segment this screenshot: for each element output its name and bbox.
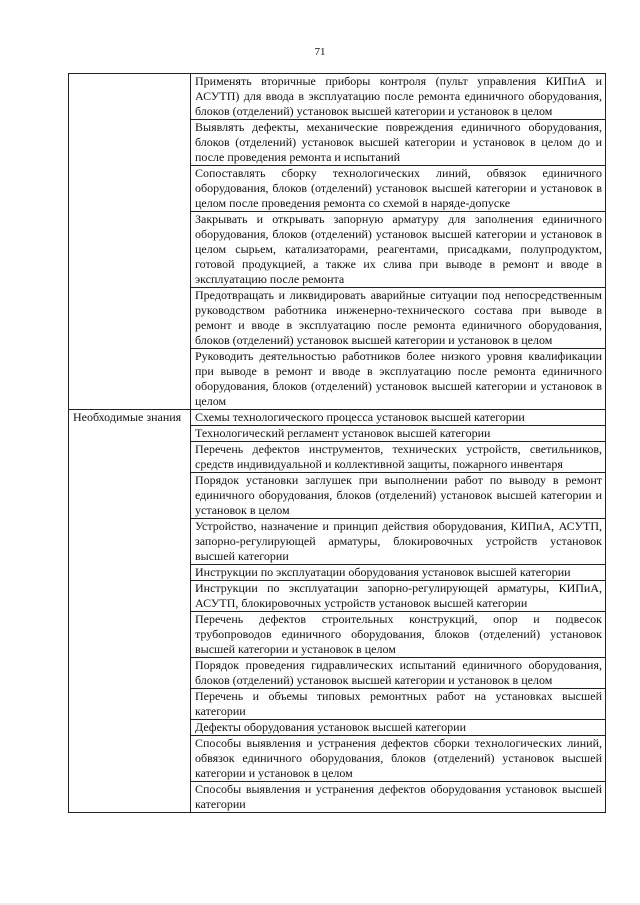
- section-label-required-knowledge: Необходимые знания: [69, 410, 191, 813]
- table-row: [69, 410, 606, 426]
- knowledge-item: Порядок установки заглушек при выполнении работ по выводу в ремонт единичного оборудования, блоков (отделений) установок высшей категории и установок в целом: [191, 473, 606, 519]
- requirement-item: Закрывать и открывать запорную арматуру для заполнения единичного оборудования, блоков (отделений) установок высшей категории и установок в целом сырьем, катализаторами, реагентами, присадками, полупродуктом, готовой продукцией, а также их слива при выводе в ремонт и вводе в эксплуатацию после ремонта: [191, 212, 606, 288]
- knowledge-item: Инструкции по эксплуатации запорно-регулирующей арматуры, КИПиА, АСУТП, блокировочных устройств установок высшей категории: [191, 581, 606, 612]
- job-requirements-table: [68, 73, 606, 813]
- requirement-item: Сопоставлять сборку технологических линий, обвязок единичного оборудования, блоков (отделений) установок высшей категории и установок в целом после проведения ремонта со схемой в наряде-допуске: [191, 166, 606, 212]
- knowledge-item: Порядок проведения гидравлических испытаний единичного оборудования, блоков (отделений) установок высшей категории и установок в целом: [191, 658, 606, 689]
- knowledge-item: Перечень и объемы типовых ремонтных работ на установках высшей категории: [191, 689, 606, 720]
- requirement-item: Применять вторичные приборы контроля (пульт управления КИПиА и АСУТП) для ввода в эксплуатацию после ремонта единичного оборудования, блоков (отделений) установок высшей категории и установок в целом: [191, 74, 606, 120]
- knowledge-item: Перечень дефектов инструментов, технических устройств, светильников, средств индивидуальной и коллективной защиты, пожарного инвентаря: [191, 442, 606, 473]
- knowledge-item: Устройство, назначение и принцип действия оборудования, КИПиА, АСУТП, запорно-регулирующей арматуры, блокировочных устройств установок высшей категории: [191, 519, 606, 565]
- table-row: [69, 74, 606, 120]
- knowledge-item: Инструкции по эксплуатации оборудования установок высшей категории: [191, 565, 606, 581]
- knowledge-item: Технологический регламент установок высшей категории: [191, 426, 606, 442]
- knowledge-item: Дефекты оборудования установок высшей категории: [191, 720, 606, 736]
- knowledge-item: Способы выявления и устранения дефектов сборки технологических линий, обвязок единичного оборудования, блоков (отделений) установок высшей категории и установок в целом: [191, 736, 606, 782]
- knowledge-item: Способы выявления и устранения дефектов оборудования установок высшей категории: [191, 782, 606, 813]
- requirement-item: Руководить деятельностью работников более низкого уровня квалификации при выводе в ремонт и вводе в эксплуатацию после ремонта единичного оборудования, блоков (отделений) установок высшей категории и установок в целом: [191, 349, 606, 410]
- section-label-cell: [69, 74, 191, 410]
- knowledge-item: Схемы технологического процесса установок высшей категории: [191, 410, 606, 426]
- page-number: 71: [314, 46, 326, 58]
- knowledge-item: Перечень дефектов строительных конструкций, опор и подвесок трубопроводов единичного оборудования, блоков (отделений) установок высшей категории и установок в целом: [191, 612, 606, 658]
- requirement-item: Предотвращать и ликвидировать аварийные ситуации под непосредственным руководством работника инженерно-технического состава при выводе в ремонт и вводе в эксплуатацию после ремонта единичного оборудования, блоков (отделений) установок высшей категории и установок в целом: [191, 288, 606, 349]
- requirement-item: Выявлять дефекты, механические повреждения единичного оборудования, блоков (отделений) установок высшей категории и установок в целом до и после проведения ремонта и испытаний: [191, 120, 606, 166]
